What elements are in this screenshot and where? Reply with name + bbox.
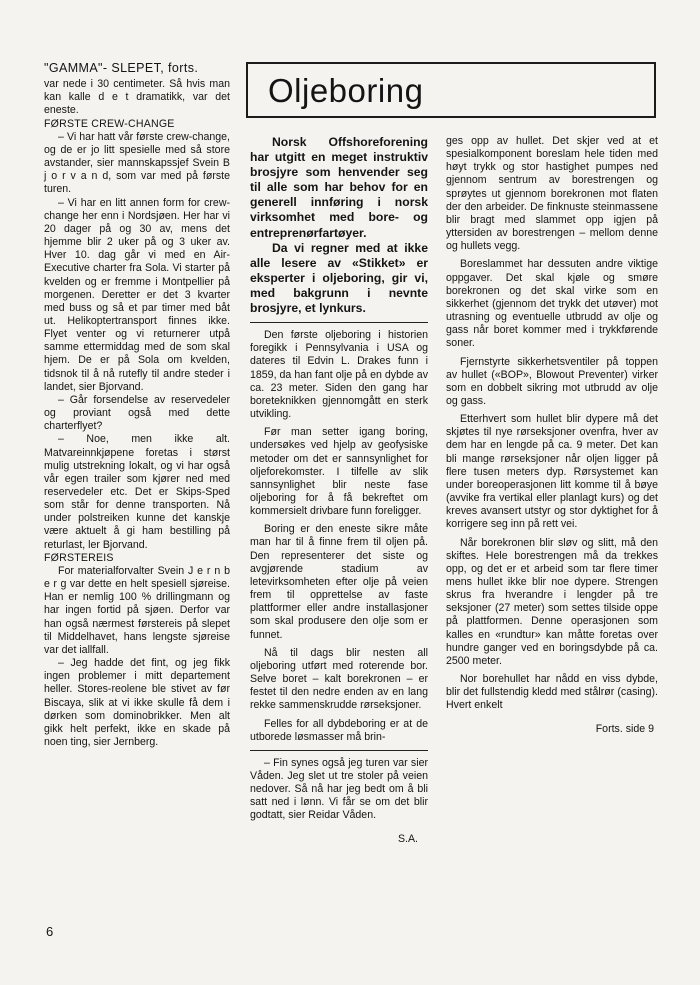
left-column — [44, 62, 230, 749]
paragraph: – Vi har en litt annen form for crew-change her enn i Nordsjøen. Her har vi 20 dager på og 30 av, mens det hjemme blir 2 uker på og 3 uker av. Hver 10. dag går vi med en Air-Executive charter fra Sola. Vi starter på kvelden og er fremme i Montpellier på morgenen. Deretter er det 3 kvarter med buss og så et par timer med båt ut. Helikoptertransport finnes ikke. Flyet venter og vi returnerer utpå samme ettermiddag med de som skal hjem. De er på Sola om kvelden, tidsnok til å nå rutefly til andre steder i landet, sier Bjorvand. — [44, 196, 230, 393]
subheading: FØRSTEREIS — [44, 551, 114, 564]
page-number: 6 — [46, 924, 54, 939]
paragraph: Den første oljeboring i historien foregikk i Pennsylvania i USA og dateres til Edvin L. Drakes funn i 1859, da han fant olje på en dybde av ca. 23 meter. Siden den gang har boreteknikken gjennomgått en sterk utvikling. — [250, 329, 428, 421]
paragraph: Nå til dags blir nesten all oljeboring utført med roterende bor. Selve boret – kalt borekronen – er festet til den nedre enden av en lang rekke sammenskrudde rørseksjoner. — [250, 646, 428, 712]
paragraph: var nede i 30 centimeter. Så hvis man kan kalle d e t dramatikk, var det eneste. — [44, 78, 230, 117]
paragraph: Når borekronen blir sløv og slitt, må den skiftes. Hele borestrengen må da trekkes opp, og det er et arbeid som tar flere timer mens hullet ikke blir noe dypere. Strengen skrus fra hverandre i lengder på tre seksjoner (27 meter) som settes tilside oppe på plattformen. Denne operasjonen som kalles en «rundtur» kan måtte foretas over hundre ganger ved en boringsdybde på ca. 2500 meter. — [446, 536, 658, 667]
paragraph: Boring er den eneste sikre måte man har til å finne frem til oljen på. Den representerer det siste og avgjørende stadium av letevirksomheten efter olje på veien frem til opprettelse av faste plattformer eller andre installasjoner som skal produsere den olje som er funnet. — [250, 523, 428, 641]
right-column — [446, 135, 658, 736]
lead-paragraph: Norsk Offshoreforening har utgitt en meget instruktiv brosjyre som henvender seg til alle som har behov for en generell innføring i norsk virksomhet med bore- og entreprenørfartøyer. — [250, 135, 428, 240]
subheading: FØRSTE CREW-CHANGE — [44, 117, 175, 130]
paragraph: Fjernstyrte sikkerhetsventiler på toppen av hullet («BOP», Blowout Preventer) virker som en dobbelt sikring mot utbrudd av olje og gass. — [446, 355, 658, 407]
paragraph: – Går forsendelse av reservedeler og proviant også med dette charterflyet? — [44, 393, 230, 433]
article-title: Oljeboring — [268, 72, 424, 109]
paragraph: – Jeg hadde det fint, og jeg fikk ingen problemer i mitt departement heller. Stores-reolene ble stivet av før Biscaya, slik at vi ikke skulle få dem i dørken som dominobrikker. Men alt gikk helt perfekt, ikke en skade på noen ting, sier Jernberg. — [44, 657, 230, 748]
lead-paragraph: Da vi regner med at ikke alle lesere av «Stikket» er eksperter i oljeboring, gir vi, med bakgrunn i nevnte brosjyre, et lynkurs. — [250, 240, 428, 316]
divider — [250, 750, 428, 751]
paragraph: Boreslammet har dessuten andre viktige oppgaver. Det skal kjøle og smøre borekronen og det skal virke som en sikkerhet (gjennom det trykk det utøver) mot utrasning og eventuelle utbrudd av olje og gass når boret kommer med i trykkførende soner. — [446, 258, 658, 350]
paragraph: – Noe, men ikke alt. Matvareinnkjøpene foretas i størst mulig utstrekning lokalt, og vi har også vår egen trailer som kjører ned med reservedeler etc. Det er Skips-Sped som står for denne transporten. Nå under polstreiken kunne det kanskje være aktuelt å gi ham bestilling på returlast, ler Bjorvand. — [44, 433, 230, 551]
paragraph: – Vi har hatt vår første crew-change, og de er jo litt spesielle med så store avstander, sier mannskapssjef Svein B j o r v a n d, som var med på første turen. — [44, 130, 230, 196]
continuation-heading: "GAMMA"- SLEPET, forts. — [44, 61, 199, 75]
divider — [250, 322, 428, 323]
article-title-box — [246, 62, 656, 118]
author-signature: S.A. — [397, 832, 418, 845]
paragraph: Nor borehullet har nådd en viss dybde, blir det fullstendig kledd med stålrør (casing). Hvert enkelt — [446, 673, 658, 712]
paragraph: Felles for all dybdeboring er at de utborede løsmasser må brin- — [250, 717, 428, 743]
middle-column — [250, 135, 428, 846]
paragraph: ges opp av hullet. Det skjer ved at et spesialkomponent boreslam hele tiden med høyt trykk og stor hastighet pumpes ned gjennom sentrum av borestrengen og sprøytes ut gjennom borekronen mot flaten der den arbeider. De finknuste steinmassene blir bragt med slammet opp igjen på yttersiden av borestrengen – mellom denne og hullets vegg. — [446, 135, 658, 253]
paragraph: For materialforvalter Svein J e r n b e r g var dette en helt spesiell sjøreise. Han er nemlig 100 % drillingmann og har ingen fortid på sjøen. Derfor var han også nærmest førstereis på slepet til Middelhavet, hans lengste sjøreise var det iallfall. — [44, 564, 230, 656]
paragraph: – Fin synes også jeg turen var sier Våden. Jeg slet ut tre stoler på veien nedover. Så nå har jeg bedt om å bli satt ned i lønn. Vi får se om det blir godtatt, sier Reidar Våden. — [250, 756, 428, 822]
paragraph: Etterhvert som hullet blir dypere må det skjøtes til nye rørseksjoner ovenfra, hver av dem har en lengde på ca. 9 meter. Det kan bli mange rørseksjoner når oljen ligger på flere tusen meters dyp. Rørsystemet kan under boreoperasjonen litt komme til å bøye (avvike fra vertikal eller planlagt kurs) og det kreves avansert utstyr og stor dyktighet for å korrigere seg inn på rett vei. — [446, 413, 658, 531]
paragraph: Før man setter igang boring, undersøkes ved hjelp av geofysiske metoder om det er sannsynlighet for oljeforekomster. I tilfelle av slik sannsynlighet blir neste fase oljeboring for å få bekreftet om kommersielt drivbare funn foreligger. — [250, 426, 428, 518]
continued-on-label: Forts. side 9 — [595, 722, 654, 735]
lead-text — [250, 135, 428, 316]
